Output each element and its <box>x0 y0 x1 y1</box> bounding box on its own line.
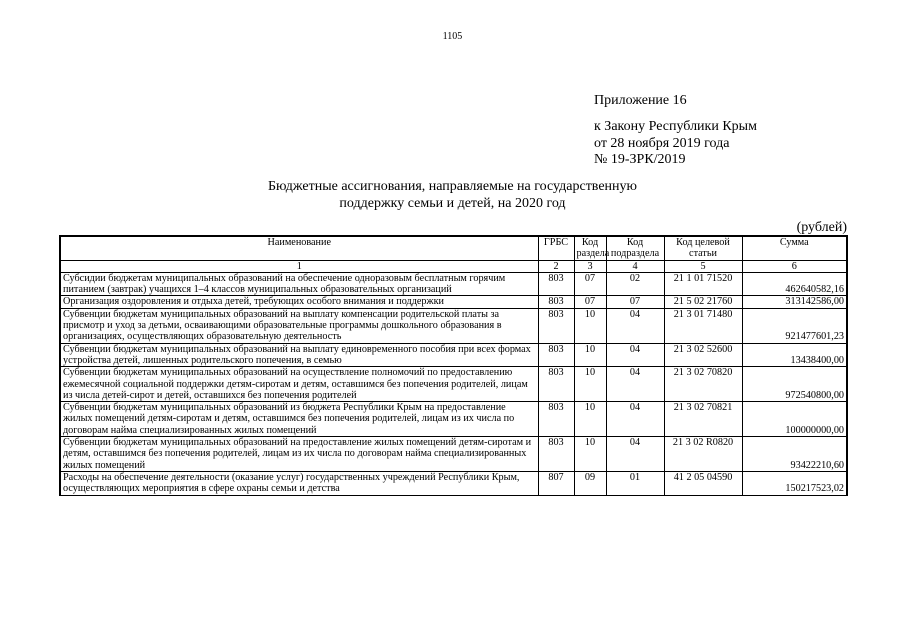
row-subsection: 04 <box>606 367 664 402</box>
row-section: 10 <box>574 437 606 472</box>
row-subsection: 02 <box>606 272 664 296</box>
column-number: 3 <box>574 260 606 272</box>
row-name: Расходы на обеспечение деятельности (оказание услуг) государственных учреждений Республики Крым, осуществляющих мероприятия в сфере охраны семьи и детства <box>60 471 538 495</box>
row-target: 41 2 05 04590 <box>664 471 742 495</box>
row-section: 09 <box>574 471 606 495</box>
page-number: 1105 <box>442 31 463 42</box>
row-name: Субсидии бюджетам муниципальных образований на обеспечение одноразовым бесплатным горячим питанием (завтрак) учащихся 1–4 классов муниципальных образовательных организаций <box>60 272 538 296</box>
table-row <box>60 437 847 472</box>
law-reference <box>594 119 757 169</box>
row-sum: 93422210,60 <box>742 437 847 472</box>
column-number: 6 <box>742 260 847 272</box>
budget-table <box>59 235 848 496</box>
column-number: 4 <box>606 260 664 272</box>
table-row <box>60 402 847 437</box>
row-target: 21 1 01 71520 <box>664 272 742 296</box>
row-sum: 13438400,00 <box>742 343 847 367</box>
row-section: 10 <box>574 402 606 437</box>
column-number-row <box>60 260 847 272</box>
appendix-label: Приложение 16 <box>594 93 687 108</box>
law-line-2: от 28 ноября 2019 года <box>594 135 730 151</box>
title-line-1: Бюджетные ассигнования, направляемые на государственную <box>268 179 637 194</box>
header-section: Код раздела <box>574 236 606 260</box>
row-grbs: 803 <box>538 343 574 367</box>
row-target: 21 3 02 52600 <box>664 343 742 367</box>
column-number: 5 <box>664 260 742 272</box>
row-grbs: 803 <box>538 296 574 308</box>
table-row <box>60 343 847 367</box>
units-label: (рублей) <box>796 220 847 235</box>
document-title <box>0 179 905 212</box>
row-subsection: 04 <box>606 402 664 437</box>
row-subsection: 01 <box>606 471 664 495</box>
row-name: Субвенции бюджетам муниципальных образований на выплату единовременного пособия при всех формах устройства детей, лишенных родительского попечения, в семью <box>60 343 538 367</box>
column-number: 2 <box>538 260 574 272</box>
row-subsection: 04 <box>606 437 664 472</box>
header-grbs: ГРБС <box>538 236 574 260</box>
row-name: Субвенции бюджетам муниципальных образований из бюджета Республики Крым на предоставление жилых помещений детям-сиротам и детям, оставшимся без попечения родителей, лицам из их числа по договорам найма специализированных жилых помещений <box>60 402 538 437</box>
law-line-3: № 19-ЗРК/2019 <box>594 152 686 167</box>
row-target: 21 3 02 70820 <box>664 367 742 402</box>
row-sum: 462640582,16 <box>742 272 847 296</box>
row-grbs: 803 <box>538 437 574 472</box>
row-sum: 972540800,00 <box>742 367 847 402</box>
row-name: Субвенции бюджетам муниципальных образований на выплату компенсации родительской платы за присмотр и уход за детьми, осваивающими образовательные программы дошкольного образования в организациях, осуществляющих образовательную деятельность <box>60 308 538 343</box>
table-row <box>60 367 847 402</box>
row-subsection: 07 <box>606 296 664 308</box>
row-section: 10 <box>574 343 606 367</box>
row-sum: 921477601,23 <box>742 308 847 343</box>
row-section: 07 <box>574 272 606 296</box>
row-grbs: 803 <box>538 402 574 437</box>
row-sum: 100000000,00 <box>742 402 847 437</box>
row-name: Организация оздоровления и отдыха детей, требующих особого внимания и поддержки <box>60 296 538 308</box>
header-subsection: Код подраздела <box>606 236 664 260</box>
row-grbs: 807 <box>538 471 574 495</box>
table-row <box>60 296 847 308</box>
row-subsection: 04 <box>606 308 664 343</box>
law-line-1: к Закону Республики Крым <box>594 119 757 134</box>
row-name: Субвенции бюджетам муниципальных образований на осуществление полномочий по предоставлению ежемесячной социальной поддержки детям-сиротам и детям, оставшимся без попечения родителей, лицам из числа детей-сирот и детей, оставшихся без попечения родителей <box>60 367 538 402</box>
row-subsection: 04 <box>606 343 664 367</box>
header-target: Код целевой статьи <box>664 236 742 260</box>
row-sum: 313142586,00 <box>742 296 847 308</box>
row-section: 10 <box>574 367 606 402</box>
column-number: 1 <box>60 260 538 272</box>
header-sum: Сумма <box>742 236 847 260</box>
row-target: 21 3 02 R0820 <box>664 437 742 472</box>
row-target: 21 5 02 21760 <box>664 296 742 308</box>
row-grbs: 803 <box>538 308 574 343</box>
table-row <box>60 272 847 296</box>
table-row <box>60 308 847 343</box>
table-header-row <box>60 236 847 260</box>
row-section: 07 <box>574 296 606 308</box>
row-name: Субвенции бюджетам муниципальных образований на предоставление жилых помещений детям-сиротам и детям, оставшимся без попечения родителей, лицам из их числа по договорам найма специализированных жилых помещений <box>60 437 538 472</box>
title-line-2: поддержку семьи и детей, на 2020 год <box>339 195 566 211</box>
row-sum: 150217523,02 <box>742 471 847 495</box>
header-name: Наименование <box>60 236 538 260</box>
row-grbs: 803 <box>538 367 574 402</box>
row-target: 21 3 01 71480 <box>664 308 742 343</box>
table-row <box>60 471 847 495</box>
row-section: 10 <box>574 308 606 343</box>
row-target: 21 3 02 70821 <box>664 402 742 437</box>
row-grbs: 803 <box>538 272 574 296</box>
